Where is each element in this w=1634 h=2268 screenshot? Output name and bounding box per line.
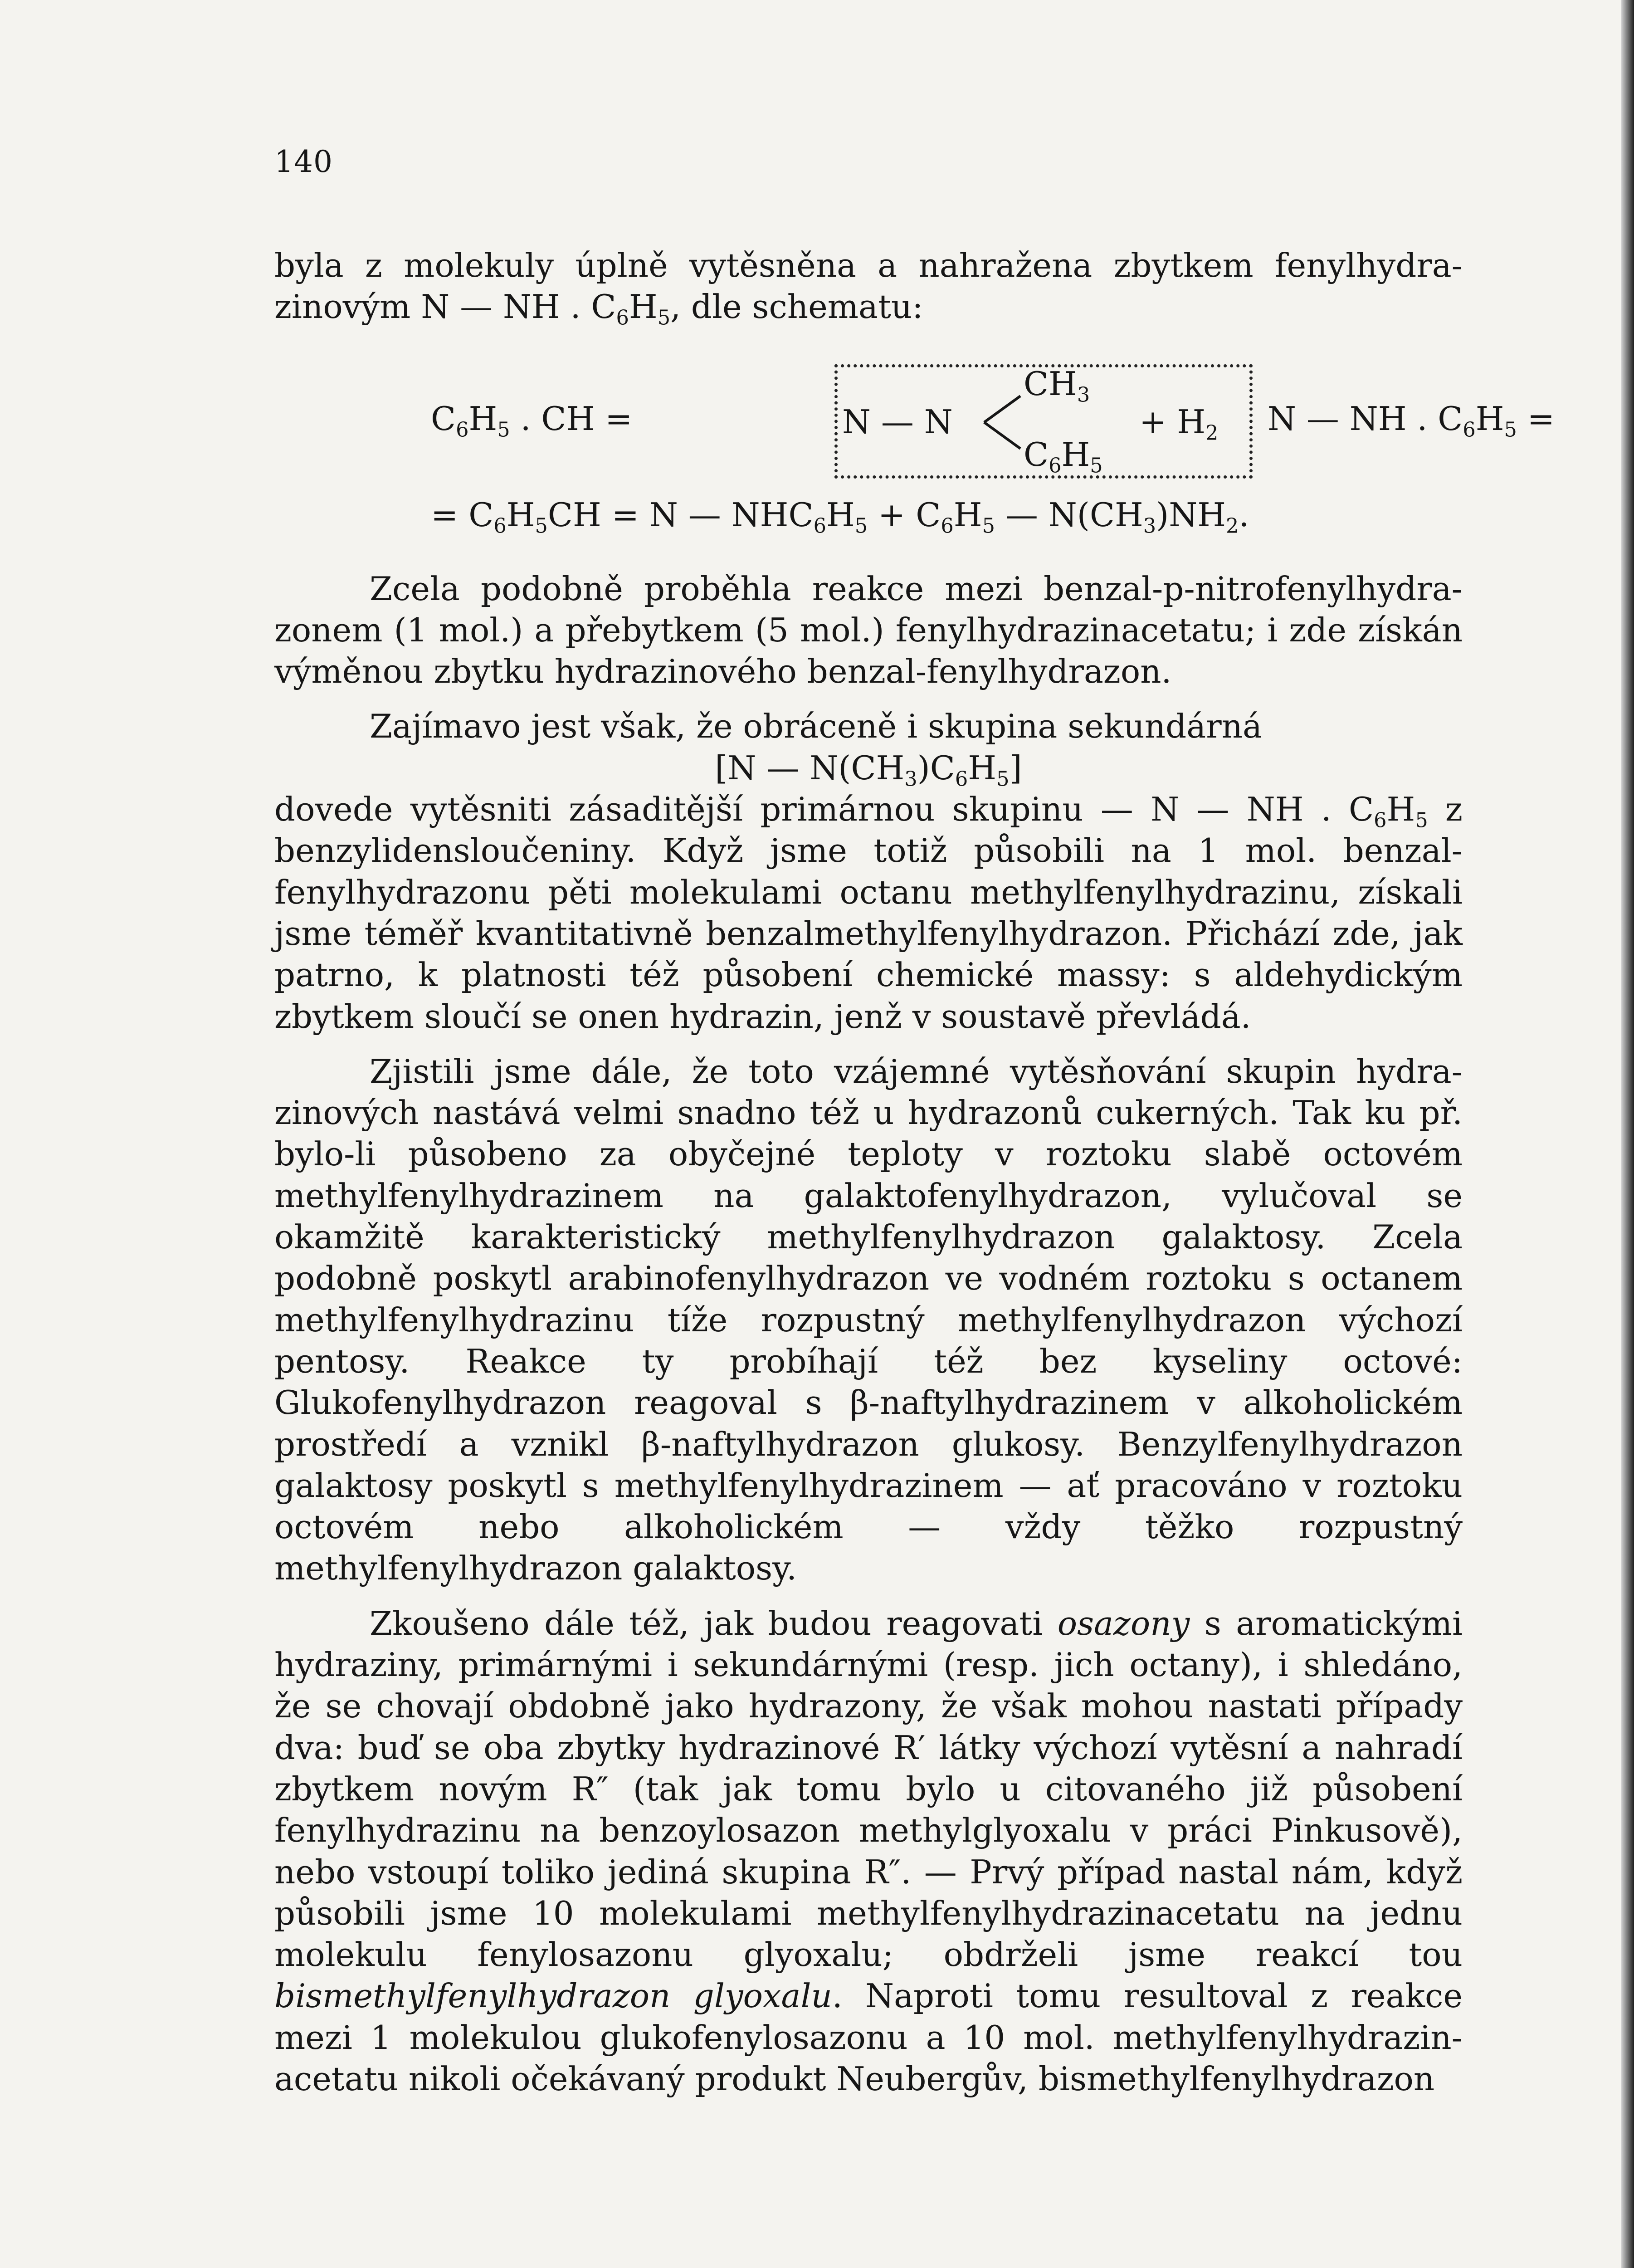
text-block: [274, 150, 1555, 2100]
scheme-products: = $C_6H_5CH = N$ — $NHC_6H_5 + C_6H_5$ — $N(CH_3)NH_2$.: [431, 495, 1249, 538]
scheme-phenyl: $C_6H_5$: [1024, 435, 1103, 477]
scheme-phenylhydrazine: N — NH . $C_6H_5$ =: [1268, 399, 1555, 441]
paragraph-1: byla z molekuly úplně vytěsněna a nahražena zbytkem fenylhydrazinovým N — NH . $C_6H_5$, dle schematu:: [274, 246, 1463, 330]
paragraph-4: Zjistili jsme dále, že toto vzájemné vytěsňování skupin hydrazinových nastává velmi snadno též u hydrazonů cukerných. Tak ku př. bylo-li působeno za obyčejné teploty v roztoku slabě octovém methylfenylhydrazinem na galaktofenylhydrazon, vylučoval se okamžitě karakteristický methylfenylhydrazon galaktosy. Zcela podobně poskytl arabinofenylhydrazon ve vodném roztoku s octanem methylfenylhydrazinu tíže rozpustný methylfenylhydrazon výchozí pentosy. Reakce ty probíhají též bez kyseliny octové: Glukofenylhydrazon reagoval s β-naftylhydrazinem v alkoholickém prostředí a vznikl β-naftylhydrazon glukosy. Benzylfenylhydrazon galaktosy poskytl s methylfenylhydrazinem — ať pracováno v roztoku octovém nebo alkoholickém — vždy těžko rozpustný methylfenylhydrazon galaktosy.: [274, 1052, 1463, 1588]
scheme-reactant: $C_6H_5$ . CH =: [431, 399, 633, 441]
paragraph-3-intro: Zajímavo jest však, že obráceně i skupina sekundárná: [370, 707, 1262, 746]
paragraph-3-body: dovede vytěsniti zásaditější primárnou skupinu — N — NH . $C_6H_5$ z benzylidensloučeniny. Když jsme totiž působili na 1 mol. benzalfenylhydrazonu pěti molekulami octanu methylfenylhydrazinu, získali jsme téměř kvantitativně benzalmethylfenylhydrazon. Přichází zde, jak patrno, k platnosti též působení chemické massy: s aldehydickým zbytkem sloučí se onen hydrazin, jenž v soustavě převládá.: [274, 790, 1463, 1036]
paragraph-2: Zcela podobně proběhla reakce mezi benzal-p-nitrofenylhydrazonem (1 mol.) a přebytkem (5 mol.) fenylhydrazinacetatu; i zde získán výměnou zbytku hydrazinového benzal-fenylhydrazon.: [274, 569, 1463, 691]
page-number: 140: [274, 144, 333, 179]
scheme-methyl: $CH_3$: [1024, 364, 1090, 406]
page-edge: [1621, 0, 1634, 2268]
scheme-hydrazine-nn: N — N: [842, 402, 953, 441]
paragraph-5: Zkoušeno dále též, jak budou reagovati osazony s aromatickými hydraziny, primárnými i sekundárnými (resp. jich octany), i shledáno, že se chovají obdobně jako hydrazony, že však mohou nastati případy dva: buď se oba zbytky hydrazinové R′ látky výchozí vytěsní a nahradí zbytkem novým R″ (tak jak tomu bylo u citovaného již působení fenylhydrazinu na benzoylosazon methylglyoxalu v práci Pinkusově), nebo vstoupí toliko jediná skupina R″. — Prvý případ nastal nám, když působili jsme 10 molekulami methylfenylhydrazinacetatu na jednu molekulu fenylosazonu glyoxalu; obdrželi jsme reakcí tou bismethylfenylhydrazon glyoxalu. Naproti tomu resultoval z reakce mezi 1 molekulou glukofenylosazonu a 10 mol. methylfenylhydrazinacetatu nikoli očekávaný produkt Neubergův, bismethylfenylhydrazon: [274, 1604, 1463, 2098]
formula-secondary-group: [N — $N(CH_3)C_6H_5$]: [715, 748, 1022, 791]
scheme-hydrogen: + $H_2$: [1139, 402, 1219, 445]
bond-lines: [834, 364, 1253, 479]
reaction-scheme: [274, 328, 1555, 568]
